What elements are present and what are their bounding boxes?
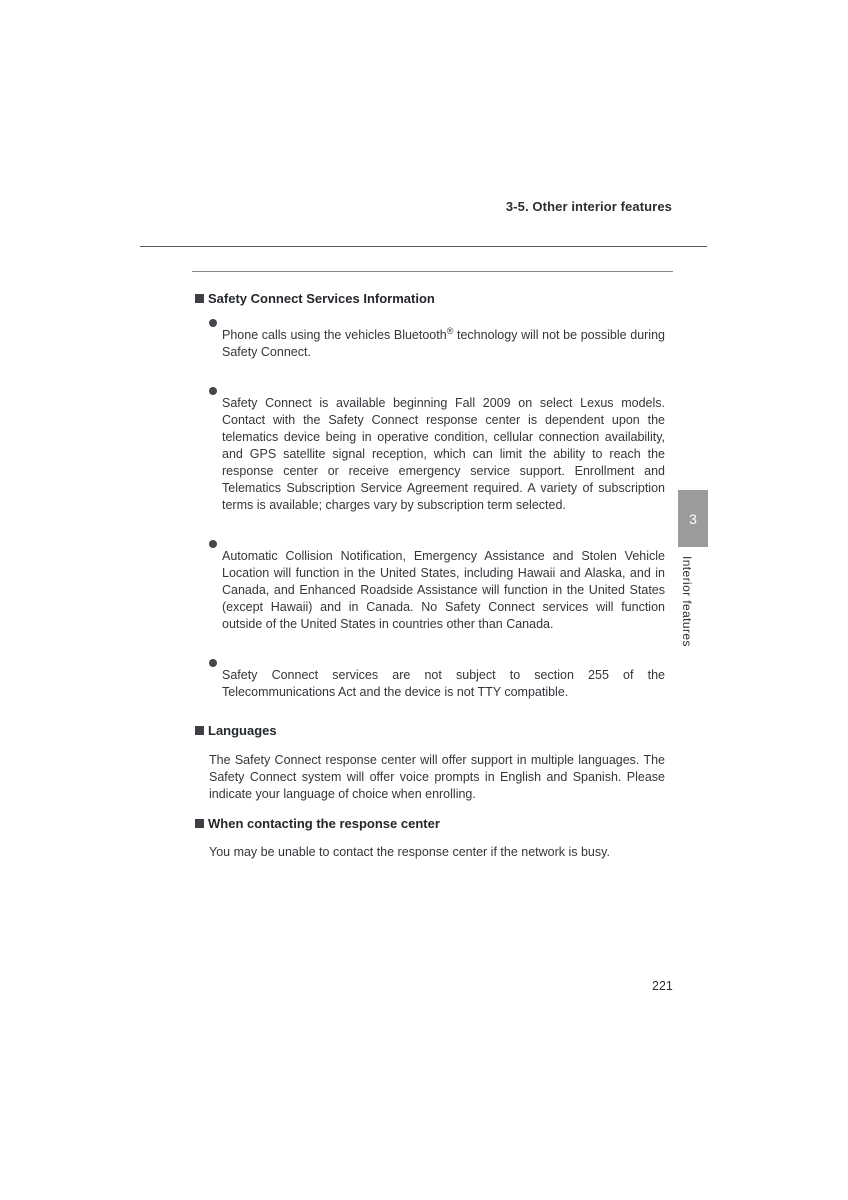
list-item — [209, 314, 665, 373]
section-contacting-response-center — [195, 815, 665, 862]
bullet-text: Safety Connect services are not subject to section 255 of the Telecommunications Act and the device is not TTY compatible. — [222, 667, 665, 699]
bullet-text-part: technology will not be possible during Safety Connect. — [222, 327, 665, 359]
section-safety-connect — [195, 290, 665, 713]
bullet-text — [222, 327, 665, 361]
page-number: 221 — [652, 979, 673, 993]
square-bullet-icon — [195, 294, 204, 303]
list-item — [209, 382, 665, 526]
content-divider — [192, 271, 673, 272]
section-heading — [195, 722, 665, 739]
square-bullet-icon — [195, 726, 204, 735]
registered-trademark-symbol: ® — [446, 325, 454, 336]
section-heading-label: When contacting the response center — [208, 815, 440, 831]
section-heading — [195, 290, 665, 307]
chapter-number: 3 — [689, 510, 697, 527]
section-header-title: 3-5. Other interior features — [505, 199, 672, 214]
square-bullet-icon — [195, 819, 204, 828]
section-languages — [195, 722, 665, 803]
bullet-text: Automatic Collision Notification, Emergency Assistance and Stolen Vehicle Location will function in the United States, including Hawaii and Alaska, and in Canada, and Enhanced Roadside Assistance will function in the United States (except Hawaii) and in Canada. No Safety Connect services will function outside of the United States in countries other than Canada. — [222, 548, 665, 631]
section-heading — [195, 815, 665, 832]
list-item — [209, 535, 665, 645]
section-paragraph: You may be unable to contact the response center if the network is busy. — [209, 845, 610, 859]
list-item — [209, 654, 665, 713]
section-paragraph: The Safety Connect response center will offer support in multiple languages. The Safety Connect system will offer voice prompts in English and Spanish. Please indicate your language of choice when enrolling. — [209, 752, 665, 801]
bullet-text: Safety Connect is available beginning Fall 2009 on select Lexus models. Contact with the Safety Connect response center is dependent upon the telematics device being in operative condition, cellular connection availability, and GPS satellite signal reception, which can limit the ability to reach the response center or receive emergency service support. Enrollment and Telematics Subscription Service Agreement required. A variety of subscription terms is available; charges vary by subscription term selected. — [222, 395, 665, 512]
circle-bullet-icon — [209, 540, 217, 548]
chapter-label-vertical: Interior features — [680, 556, 694, 647]
circle-bullet-icon — [209, 659, 217, 667]
bullet-text-part: Phone calls using the vehicles Bluetooth — [222, 327, 447, 342]
section-heading-label: Safety Connect Services Information — [208, 291, 435, 306]
header-divider — [140, 246, 707, 247]
circle-bullet-icon — [209, 319, 217, 327]
chapter-tab — [678, 490, 708, 547]
circle-bullet-icon — [209, 387, 217, 395]
section-heading-label: Languages — [208, 723, 277, 738]
page-content — [195, 290, 665, 865]
bullet-list — [209, 314, 665, 713]
